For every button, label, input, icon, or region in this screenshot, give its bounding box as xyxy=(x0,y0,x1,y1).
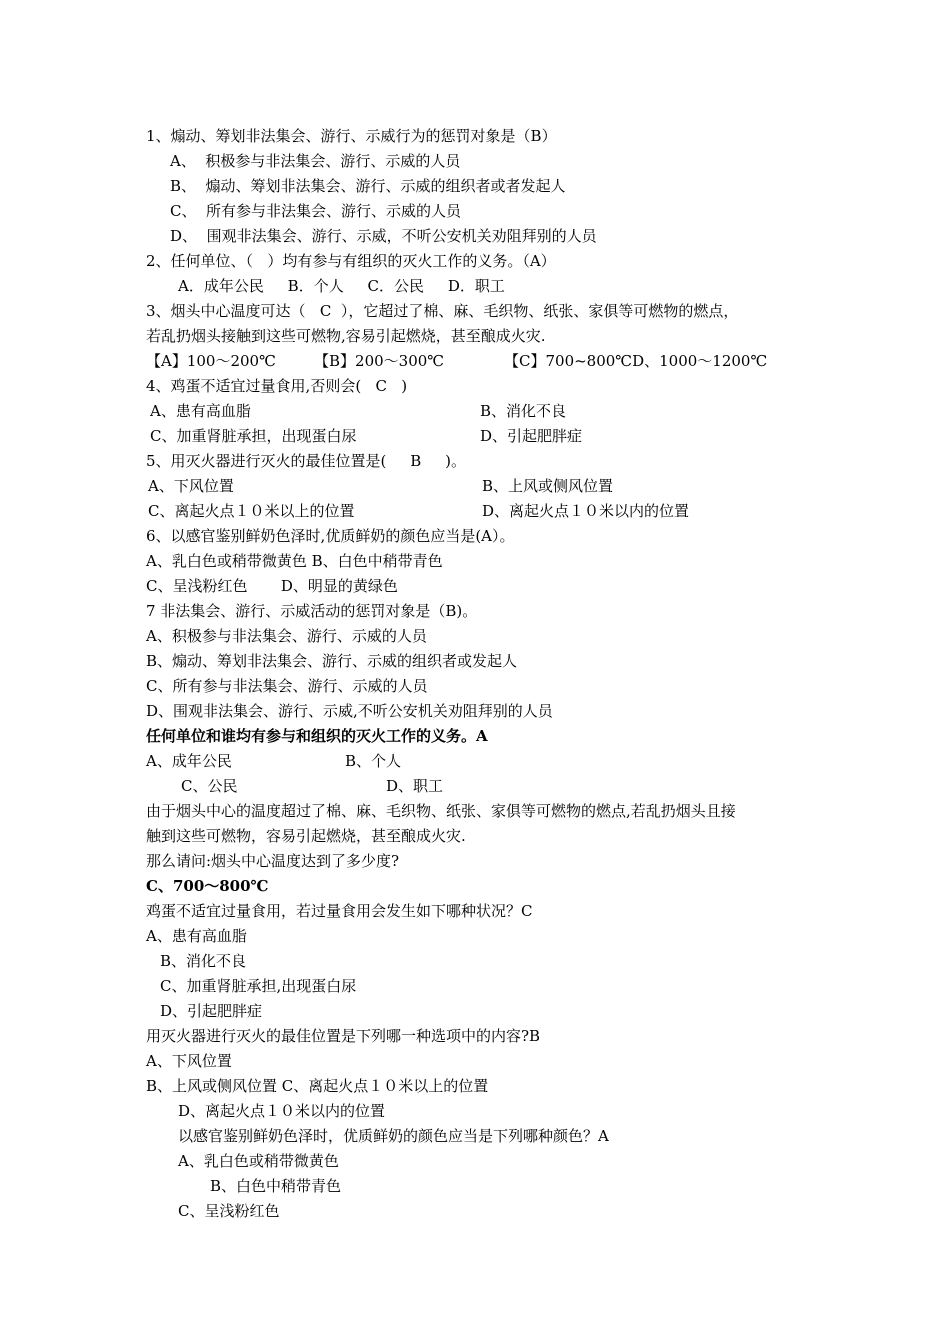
option-d: D、离起火点１０米以内的位置 xyxy=(178,1102,386,1120)
option-d: D、 围观非法集会、游行、示威，不听公安机关劝阻拜别的人员 xyxy=(170,227,597,245)
question-extinguisher: 用灭火器进行灭火的最佳位置是下列哪一种选项中的内容?B xyxy=(146,1027,541,1045)
question-2: 2、任何单位、（ ）均有参与有组织的灭火工作的义务。（A） xyxy=(146,252,556,270)
question-7: 7 非法集会、游行、示威活动的惩罚对象是（B)。 xyxy=(146,602,478,620)
option-b: B、上风或侧风位置 xyxy=(482,477,614,495)
question-4: 4、鸡蛋不适宜过量食用,否则会( C ) xyxy=(146,377,408,395)
question-milk: 以感官鉴别鲜奶色泽时，优质鲜奶的颜色应当是下列哪种颜色？A xyxy=(178,1127,609,1145)
question-5-options-row-1 xyxy=(146,474,796,499)
question-5-options-row-2 xyxy=(146,499,796,524)
option-b-c: B、上风或侧风位置 C、离起火点１０米以上的位置 xyxy=(146,1077,489,1095)
option-c-d: 【C】700~800℃D、1000～1200℃ xyxy=(504,352,768,370)
question-3-continued: 若乱扔烟头接触到这些可燃物,容易引起燃烧，甚至酿成火灾. xyxy=(146,327,546,345)
option-c: C、加重肾脏承担,出现蛋白尿 xyxy=(160,977,357,995)
bold-question-options-row-1 xyxy=(146,749,796,774)
option-d: D、职工 xyxy=(386,777,444,795)
bold-question-options-row-2 xyxy=(146,774,796,799)
bold-answer: C、700～800℃ xyxy=(146,877,269,895)
question-6-options-row-1: A、乳白色或稍带微黄色 B、白色中稍带青色 xyxy=(146,552,443,570)
option-c: C、公民 xyxy=(181,777,238,795)
option-b: B、 煽动、筹划非法集会、游行、示威的组织者或者发起人 xyxy=(170,177,566,195)
question-6: 6、以感官鉴别鲜奶色泽时,优质鲜奶的颜色应当是(A）。 xyxy=(146,527,515,545)
option-b: B、个人 xyxy=(345,752,402,770)
option-a: 【A】100～200℃ xyxy=(146,352,276,370)
option-b: 【B】200～300℃ xyxy=(314,352,445,370)
option-a: A、成年公民 xyxy=(146,752,232,770)
question-2-options: A．成年公民 B．个人 C．公民 D．职工 xyxy=(178,277,505,295)
option-d: D、引起肥胖症 xyxy=(480,427,583,445)
option-a: A、患有高血脂 xyxy=(150,402,251,420)
question-3-options xyxy=(146,349,846,374)
question-5: 5、用灭火器进行灭火的最佳位置是( B )。 xyxy=(146,452,466,470)
option-b: B、白色中稍带青色 xyxy=(210,1177,342,1195)
question-egg: 鸡蛋不适宜过量食用，若过量食用会发生如下哪种状况？C xyxy=(146,902,533,920)
option-a: A、积极参与非法集会、游行、示威的人员 xyxy=(146,627,427,645)
question-3: 3、烟头中心温度可达（ C ），它超过了棉、麻、毛织物、纸张、家俱等可燃物的燃点， xyxy=(146,302,739,320)
option-c: C、呈浅粉红色 xyxy=(178,1202,280,1220)
option-a: A、 积极参与非法集会、游行、示威的人员 xyxy=(170,152,461,170)
paragraph-question: 那么请问:烟头中心温度达到了多少度? xyxy=(146,852,400,870)
option-a: A、患有高血脂 xyxy=(146,927,247,945)
option-b: B、消化不良 xyxy=(160,952,247,970)
option-c: C、加重肾脏承担，出现蛋白尿 xyxy=(150,427,357,445)
option-d: D、围观非法集会、游行、示威,不听公安机关劝阻拜别的人员 xyxy=(146,702,553,720)
option-a: A、下风位置 xyxy=(148,477,234,495)
option-b: B、消化不良 xyxy=(480,402,567,420)
option-d: D、引起肥胖症 xyxy=(160,1002,263,1020)
question-4-options-row-2 xyxy=(146,424,796,449)
option-c: C、所有参与非法集会、游行、示威的人员 xyxy=(146,677,428,695)
option-a: A、下风位置 xyxy=(146,1052,232,1070)
paragraph-line-2: 触到这些可燃物，容易引起燃烧，甚至酿成火灾. xyxy=(146,827,466,845)
option-c: C、离起火点１０米以上的位置 xyxy=(148,502,355,520)
option-c: C、 所有参与非法集会、游行、示威的人员 xyxy=(170,202,462,220)
bold-question: 任何单位和谁均有参与和组织的灭火工作的义务。A xyxy=(146,727,488,745)
paragraph-line-1: 由于烟头中心的温度超过了棉、麻、毛织物、纸张、家俱等可燃物的燃点,若乱扔烟头且接 xyxy=(146,802,736,820)
question-4-options-row-1 xyxy=(146,399,796,424)
question-1: 1、煽动、筹划非法集会、游行、示威行为的惩罚对象是（B） xyxy=(146,127,557,145)
question-6-options-row-2: C、呈浅粉红色 D、明显的黄绿色 xyxy=(146,577,398,595)
option-b: B、煽动、筹划非法集会、游行、示威的组织者或发起人 xyxy=(146,652,518,670)
option-a: A、乳白色或稍带微黄色 xyxy=(178,1152,339,1170)
option-d: D、离起火点１０米以内的位置 xyxy=(482,502,690,520)
